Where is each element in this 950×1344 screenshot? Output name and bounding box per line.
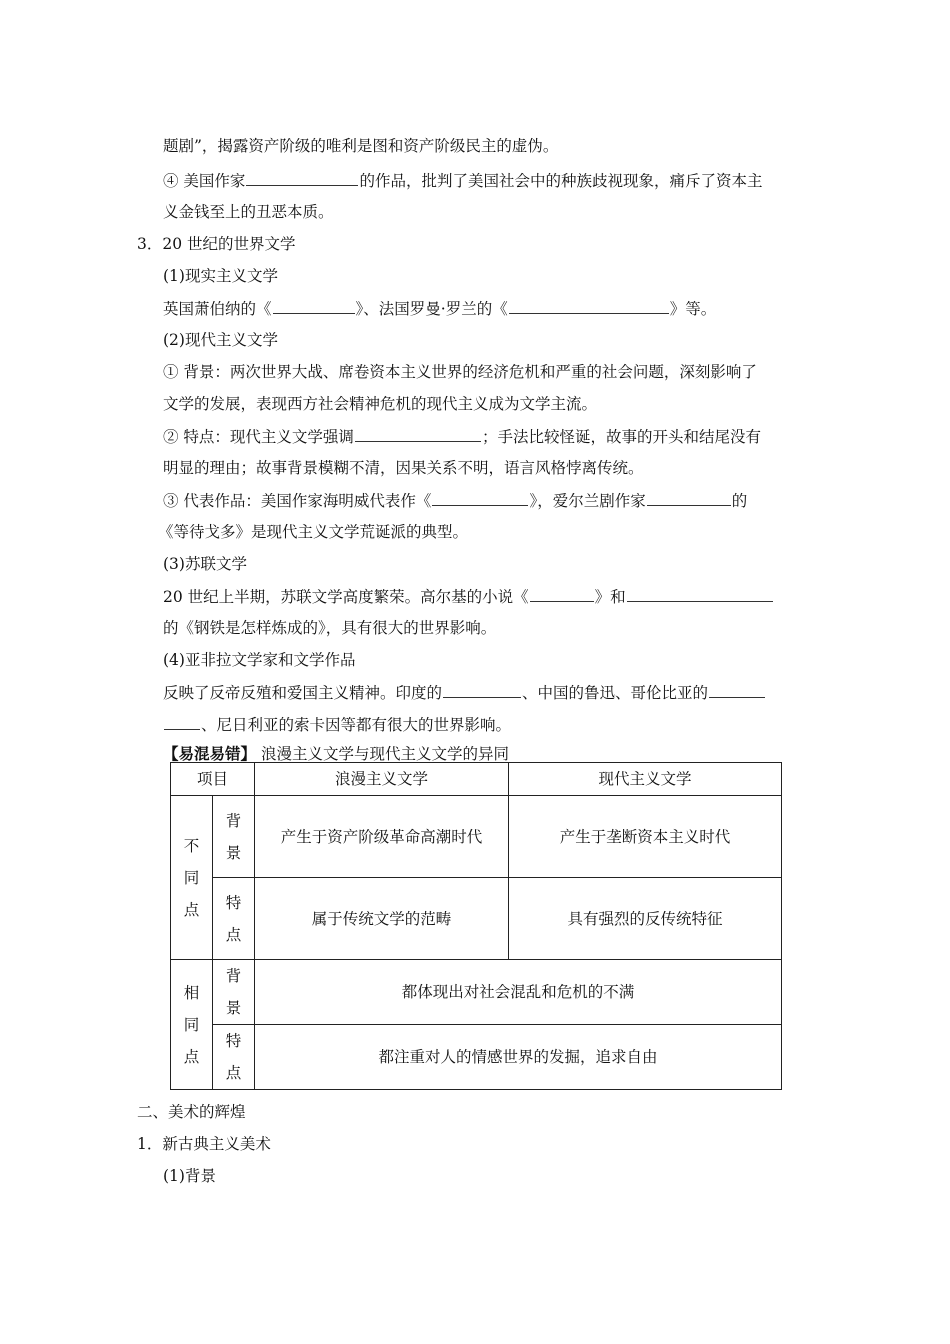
header-item: 项目 xyxy=(171,763,255,796)
text-fragment: 》，爱尔兰剧作家 xyxy=(529,492,646,510)
text-line: 义金钱至上的丑恶本质。 xyxy=(163,203,334,221)
text-line: 《等待戈多》是现代主义文学荒诞派的典型。 xyxy=(158,523,469,541)
comparison-table xyxy=(170,762,782,1090)
bg-label: 背景 xyxy=(225,811,242,862)
text-line xyxy=(163,490,747,511)
table-row xyxy=(171,878,782,960)
text-line: 的《钢铁是怎样炼成的》，具有很大的世界影响。 xyxy=(163,619,497,637)
diff-bg-modern: 产生于垄断资本主义时代 xyxy=(509,796,782,878)
text-fragment: 反映了反帝反殖和爱国主义精神。印度的 xyxy=(163,684,443,702)
text-line: 文学的发展，表现西方社会精神危机的现代主义成为文学主流。 xyxy=(163,395,598,413)
fill-blank[interactable] xyxy=(709,682,765,698)
sub-heading: (1)现实主义文学 xyxy=(163,267,278,285)
text-fragment: 》、法国罗曼·罗兰的《 xyxy=(355,300,508,318)
sub-heading: (4)亚非拉文学家和文学作品 xyxy=(163,651,356,669)
text-fragment: 、中国的鲁迅、哥伦比亚的 xyxy=(522,684,709,702)
section-heading: 3．20 世纪的世界文学 xyxy=(137,235,296,253)
text-fragment: 英国萧伯纳的《 xyxy=(163,300,272,318)
table-row xyxy=(171,960,782,1025)
text-line xyxy=(163,714,511,735)
same-feat: 都注重对人的情感世界的发掘，追求自由 xyxy=(255,1025,782,1090)
text-fragment: 》和 xyxy=(594,588,626,606)
fill-blank[interactable] xyxy=(647,490,731,506)
table-row xyxy=(171,1025,782,1090)
note-heading xyxy=(163,744,509,764)
text-line xyxy=(163,586,774,607)
text-fragment: ③ 代表作品：美国作家海明威代表作《 xyxy=(163,492,432,510)
diff-bg-romantic: 产生于资产阶级革命高潮时代 xyxy=(255,796,509,878)
diff-feat-modern: 具有强烈的反传统特征 xyxy=(509,878,782,960)
sub-heading: (3)苏联文学 xyxy=(163,555,247,573)
section-heading: 1．新古典主义美术 xyxy=(137,1135,271,1153)
text-fragment: 的作品，批判了美国社会中的种族歧视现象，痛斥了资本主 xyxy=(359,172,763,190)
text-fragment: 、尼日利亚的索卡因等都有很大的世界影响。 xyxy=(201,716,512,734)
header-romantic: 浪漫主义文学 xyxy=(255,763,509,796)
feat-label-cell xyxy=(213,1025,255,1090)
bg-label: 背景 xyxy=(225,967,242,1017)
note-label: 【易混易错】 xyxy=(163,744,257,763)
fill-blank[interactable] xyxy=(443,682,521,698)
feat-label-cell xyxy=(213,878,255,960)
fill-blank[interactable] xyxy=(355,426,481,442)
feat-label: 特点 xyxy=(225,1032,242,1082)
fill-blank[interactable] xyxy=(164,714,200,730)
diff-label-cell xyxy=(171,796,213,960)
fill-blank[interactable] xyxy=(273,298,355,314)
sub-heading: (2)现代主义文学 xyxy=(163,331,278,349)
text-fragment: 的 xyxy=(731,492,748,510)
same-bg: 都体现出对社会混乱和危机的不满 xyxy=(255,960,782,1025)
table-header-row xyxy=(171,763,782,796)
text-line xyxy=(163,170,762,191)
text-line: ① 背景：两次世界大战、席卷资本主义世界的经济危机和严重的社会问题，深刻影响了 xyxy=(163,363,757,381)
table-row xyxy=(171,796,782,878)
text-fragment: ④ 美国作家 xyxy=(163,172,246,190)
diff-label: 不同点 xyxy=(183,836,200,919)
header-modern: 现代主义文学 xyxy=(509,763,782,796)
text-line xyxy=(163,426,761,447)
fill-blank[interactable] xyxy=(246,170,358,186)
text-line xyxy=(163,682,766,703)
sub-heading: (1)背景 xyxy=(163,1167,216,1185)
text-line: 明显的理由；故事背景模糊不清，因果关系不明，语言风格悖离传统。 xyxy=(163,459,644,477)
note-title: 浪漫主义文学与现代主义文学的异同 xyxy=(260,745,509,763)
fill-blank[interactable] xyxy=(509,298,669,314)
fill-blank[interactable] xyxy=(432,490,528,506)
feat-label: 特点 xyxy=(225,893,242,944)
bg-label-cell xyxy=(213,796,255,878)
text-line xyxy=(163,298,716,319)
same-label: 相同点 xyxy=(183,983,200,1066)
same-label-cell xyxy=(171,960,213,1090)
text-fragment: ② 特点：现代主义文学强调 xyxy=(163,428,354,446)
text-fragment: ；手法比较怪诞，故事的开头和结尾没有 xyxy=(481,428,761,446)
bg-label-cell xyxy=(213,960,255,1025)
fill-blank[interactable] xyxy=(627,586,773,602)
text-fragment: 20 世纪上半期，苏联文学高度繁荣。高尔基的小说《 xyxy=(163,588,529,606)
text-line: 题剧”，揭露资产阶级的唯利是图和资产阶级民主的虚伪。 xyxy=(163,137,559,155)
fill-blank[interactable] xyxy=(530,586,594,602)
section-heading: 二、美术的辉煌 xyxy=(137,1103,246,1121)
diff-feat-romantic: 属于传统文学的范畴 xyxy=(255,878,509,960)
text-fragment: 》等。 xyxy=(669,300,717,318)
